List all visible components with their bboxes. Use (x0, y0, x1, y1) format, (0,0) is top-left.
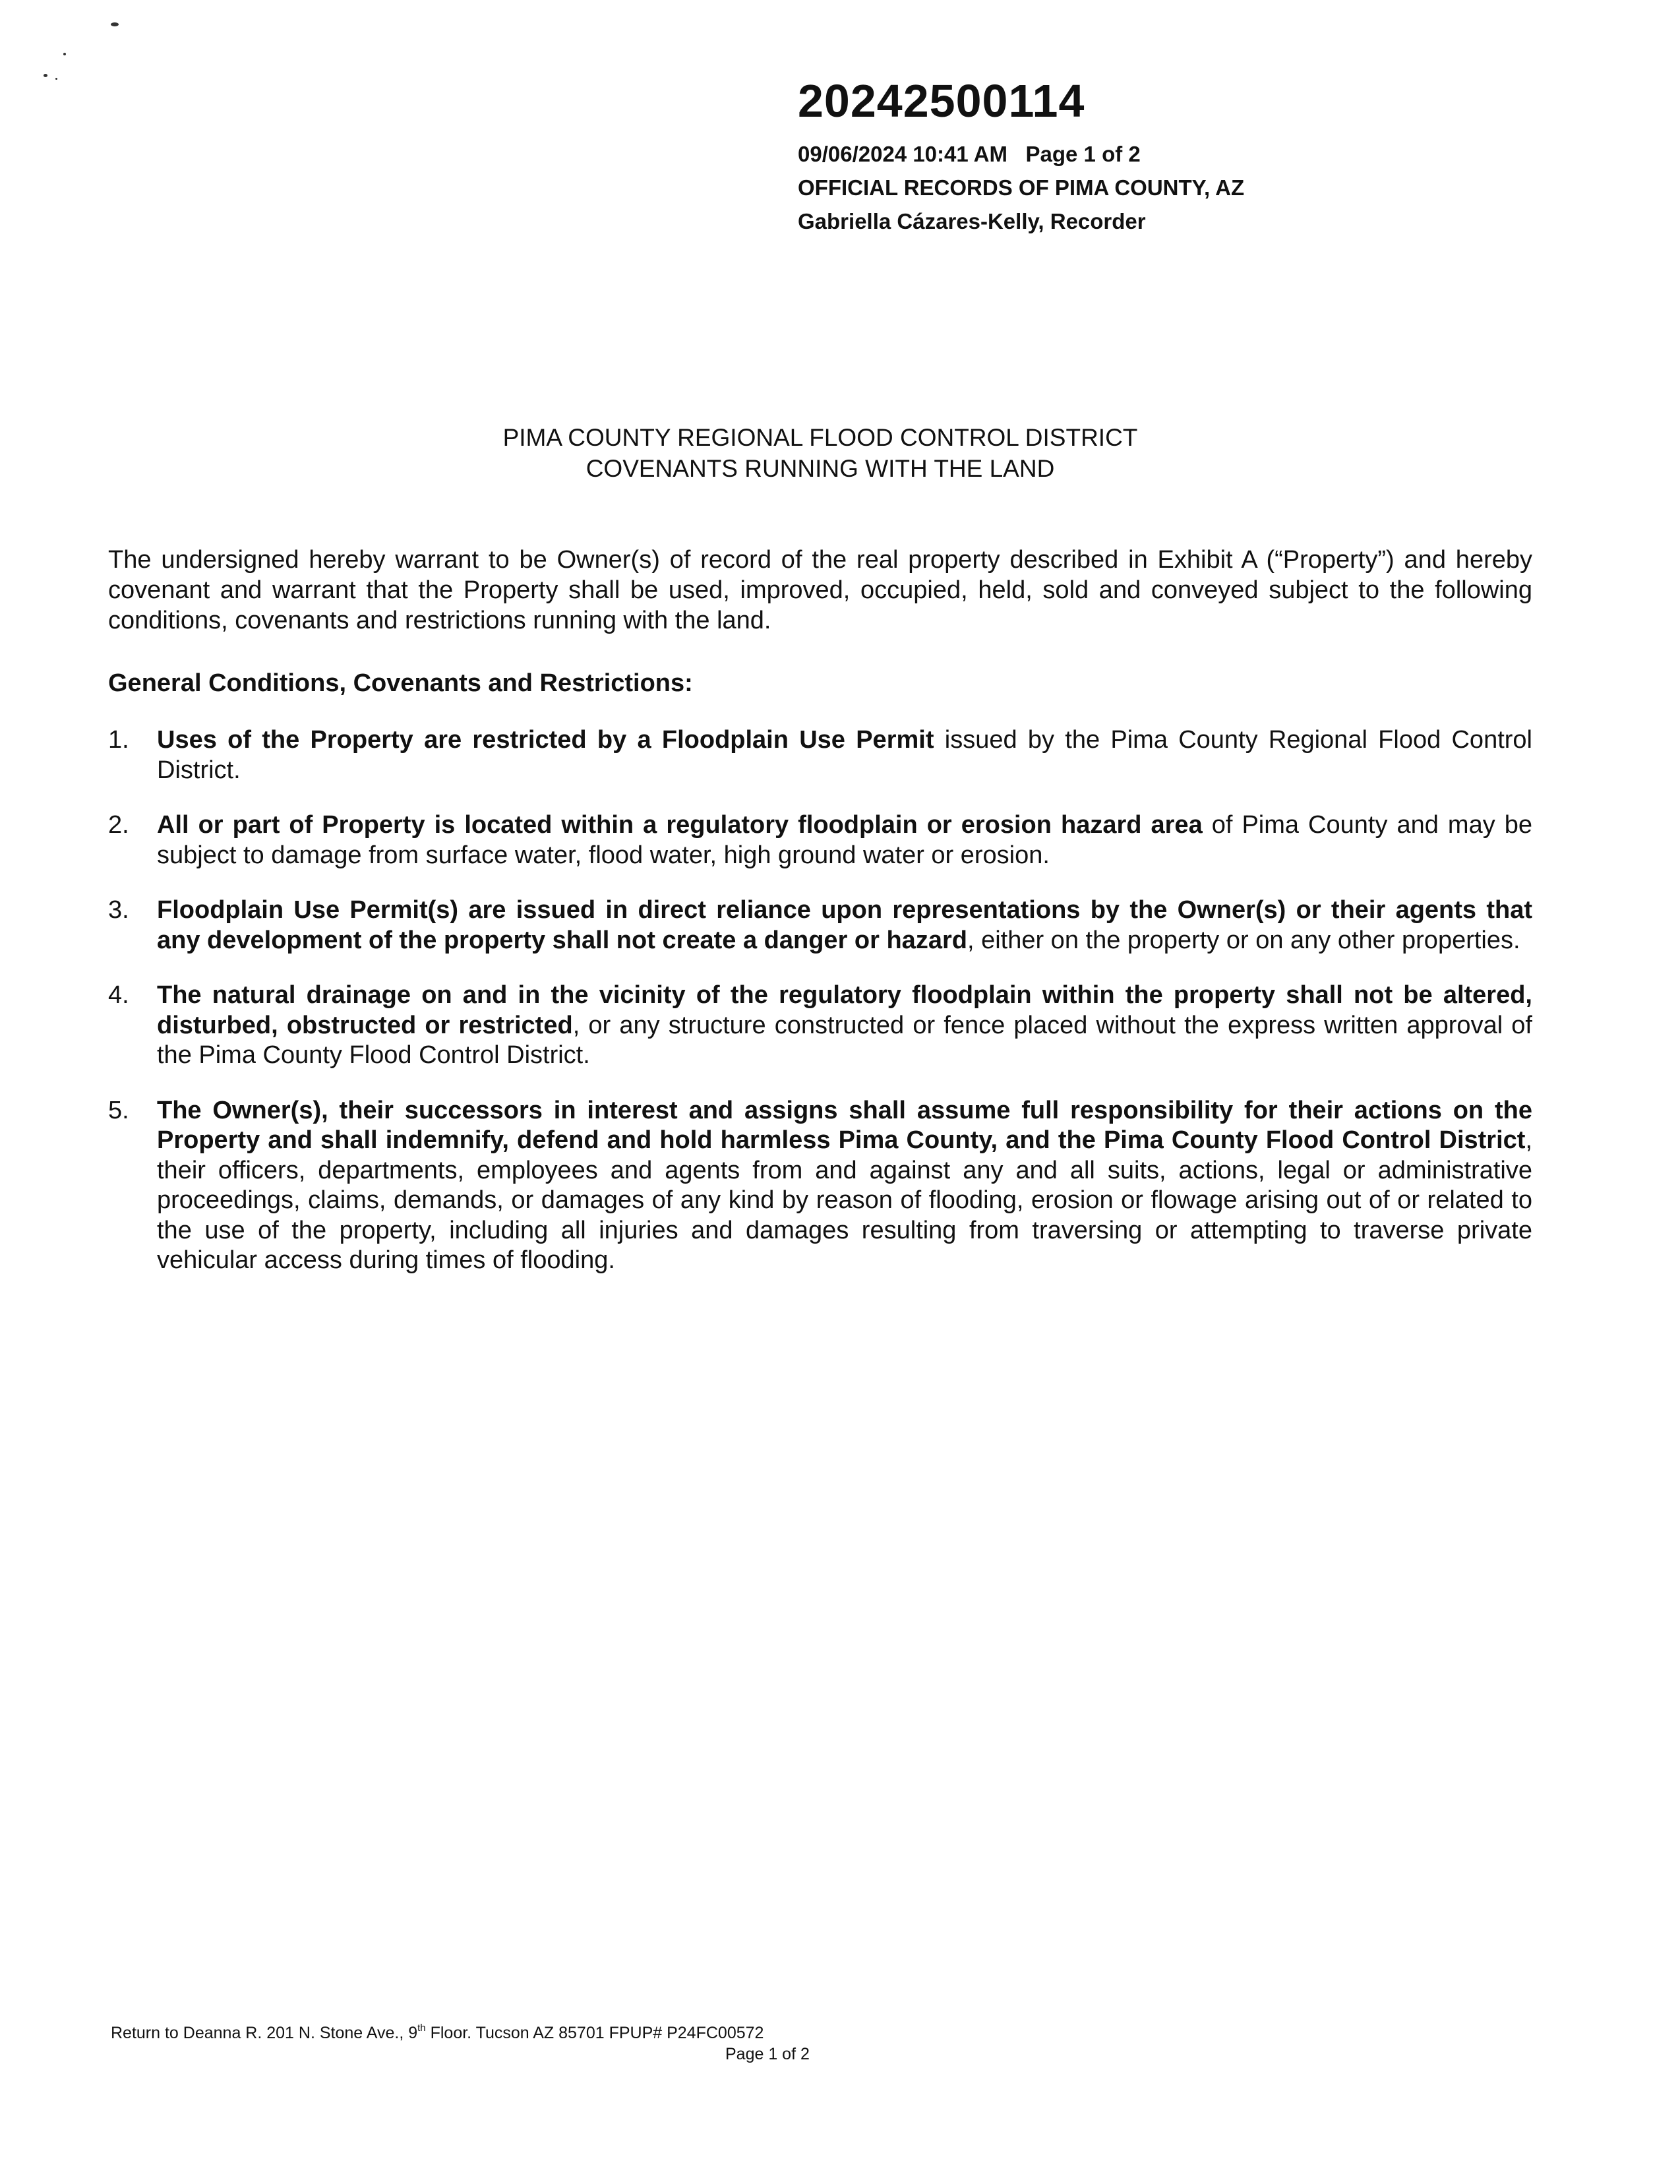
intro-paragraph: The undersigned hereby warrant to be Owner(s) of record of the real property described in Exhibit A (“Property”) and hereby covenant and warrant that the Property shall be used, improved, occupied, held, sold and conveyed subject to the following conditions, covenants and restrictions running with the land. (108, 546, 1532, 634)
item-number: 4. (108, 981, 129, 1009)
item-bold-text: All or part of Property is located within a regulatory floodplain or erosion hazard area (157, 811, 1203, 839)
item-plain-text: , their officers, departments, employees and agents from and against any and all suits, actions, legal or administrative proceedings, claims, demands, or damages of any kind by reason of flooding, erosion or flowage arising out of or related to the use of the property, including all injuries and damages resulting from traversing or attempting to traverse private vehicular access during times of flooding. (157, 1126, 1532, 1274)
item-number: 2. (108, 811, 129, 839)
item-text (157, 895, 1532, 956)
item-text (157, 981, 1532, 1071)
title-line-1: PIMA COUNTY REGIONAL FLOOD CONTROL DISTRICT (502, 424, 1138, 451)
item-text (157, 810, 1532, 870)
title-line-2: COVENANTS RUNNING WITH THE LAND (585, 455, 1055, 482)
scan-speck (111, 22, 119, 26)
recording-date-line (798, 137, 1244, 171)
item-plain-text: of Pima County and may be subject to damage from surface water, flood water, high ground water or erosion. (157, 811, 1532, 869)
list-item (108, 981, 1532, 1071)
covenant-list (108, 725, 1532, 1301)
item-number: 5. (108, 1096, 129, 1124)
return-rest: Floor. Tucson AZ 85701 FPUP# P24FC00572 (425, 2024, 764, 2042)
item-plain-text: , or any structure constructed or fence placed without the express written approval of the Pima County Flood Control District. (157, 1011, 1532, 1069)
floor-suffix: th (417, 2022, 426, 2034)
list-item (108, 810, 1532, 870)
item-bold-text: The natural drainage on and in the vicinity of the regulatory floodplain within the property shall not be altered, disturbed, obstructed or restricted (157, 981, 1532, 1039)
section-heading: General Conditions, Covenants and Restrictions: (108, 669, 693, 697)
item-bold-text: Uses of the Property are restricted by a Floodplain Use Permit (157, 726, 934, 754)
item-text (157, 725, 1532, 785)
list-item (108, 895, 1532, 956)
recording-office: OFFICIAL RECORDS OF PIMA COUNTY, AZ (798, 175, 1245, 200)
list-item (108, 725, 1532, 785)
recording-stamp (798, 71, 1244, 238)
item-bold-text: The Owner(s), their successors in interest and assigns shall assume full responsibility for their actions on the Property and shall indemnify, defend and hold harmless Pima County, and the Pima County Flood Control District (157, 1096, 1532, 1154)
item-plain-text: , either on the property or on any other properties. (967, 926, 1520, 954)
item-plain-text: issued by the Pima County Regional Flood Control District. (157, 726, 1532, 784)
item-number: 3. (108, 896, 129, 924)
item-bold-text: Floodplain Use Permit(s) are issued in direct reliance upon representations by the Owner(s) or their agents that any development of the property shall not create a danger or hazard (157, 896, 1532, 954)
document-title (0, 422, 1640, 484)
scan-speck (55, 78, 57, 80)
recorded-datetime: 09/06/2024 10:41 AM (798, 142, 1007, 166)
footer-page-number: Page 1 of 2 (725, 2045, 810, 2063)
item-number: 1. (108, 726, 129, 754)
scan-speck (63, 53, 66, 55)
recording-number: 20242500114 (798, 75, 1085, 127)
item-text (157, 1096, 1532, 1276)
list-item (108, 1096, 1532, 1276)
return-prefix: Return to Deanna R. 201 N. Stone Ave., 9 (111, 2024, 418, 2042)
scan-speck (44, 74, 47, 77)
page-info: Page 1 of 2 (1025, 142, 1141, 166)
recorder-name: Gabriella Cázares-Kelly, Recorder (798, 209, 1146, 233)
return-address (111, 2023, 764, 2044)
